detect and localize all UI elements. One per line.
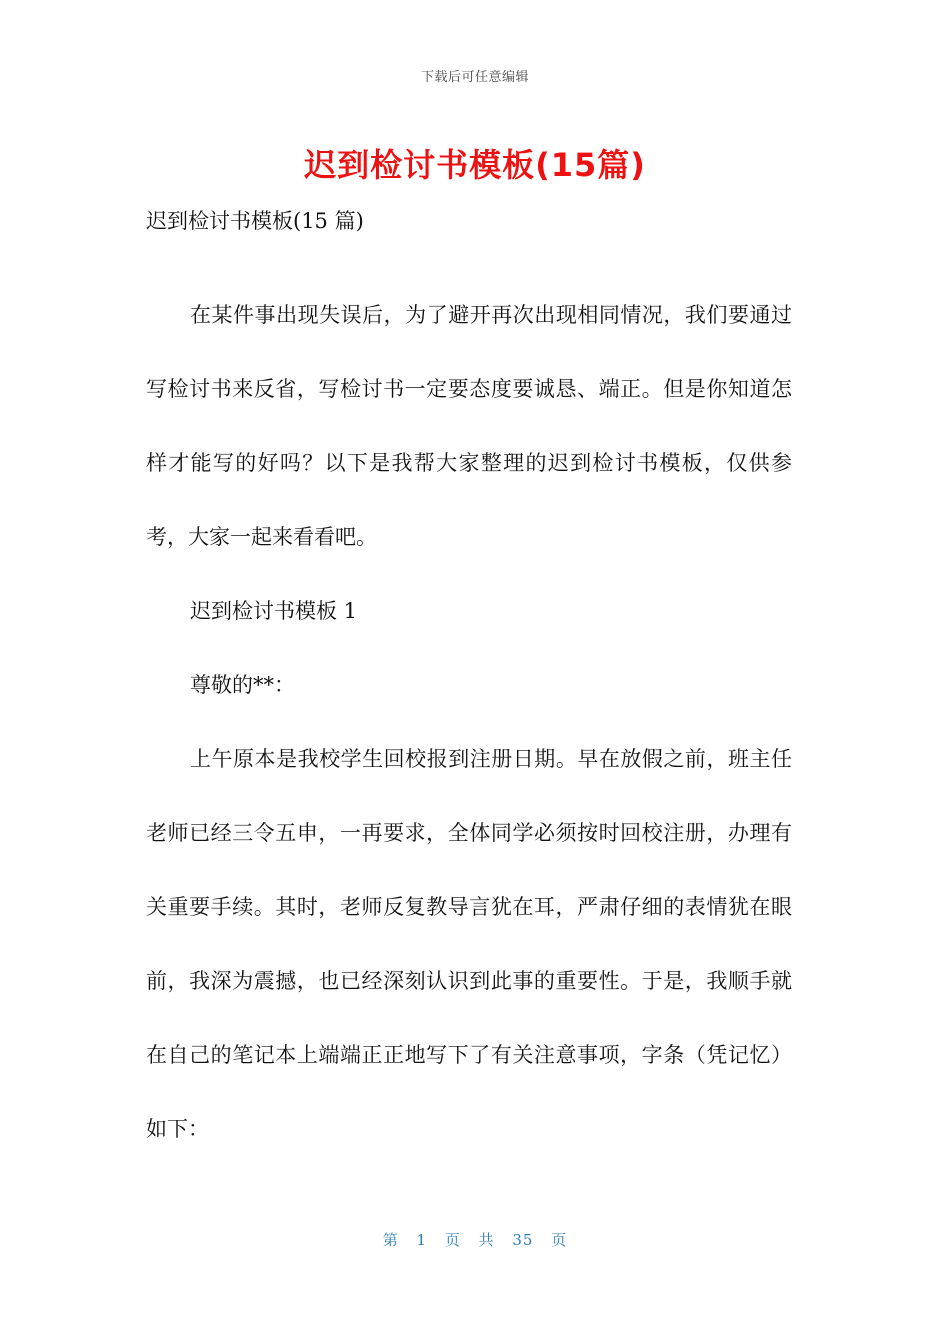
- salutation: 尊敬的**：: [190, 673, 295, 697]
- page-number-footer: 第 1 页 共 35 页: [382, 1231, 568, 1249]
- document-title: 迟到检讨书模板(15篇): [304, 146, 646, 184]
- section-heading: 迟到检讨书模板 1: [190, 599, 358, 623]
- intro-paragraph: 在某件事出现失误后，为了避开再次出现相同情况，我们要通过写检讨书来反省，写检讨书一定要态度要诚恳、端正。但是你知道怎样才能写的好吗？以下是我帮大家整理的迟到检讨书模板，仅供参考，大家一起来看看吧。: [146, 303, 792, 549]
- page-header-note: 下载后可任意编辑: [420, 70, 529, 85]
- document-body: [146, 204, 792, 1166]
- body-paragraph: 上午原本是我校学生回校报到注册日期。早在放假之前，班主任老师已经三令五申，一再要求，全体同学必须按时回校注册，办理有关重要手续。其时，老师反复教导言犹在耳，严肃仔细的表情犹在眼前，我深为震撼，也已经深刻认识到此事的重要性。于是，我顺手就在自己的笔记本上端端正正地写下了有关注意事项，字条（凭记忆）如下：: [146, 747, 792, 1141]
- document-subtitle: 迟到检讨书模板(15 篇): [146, 209, 364, 233]
